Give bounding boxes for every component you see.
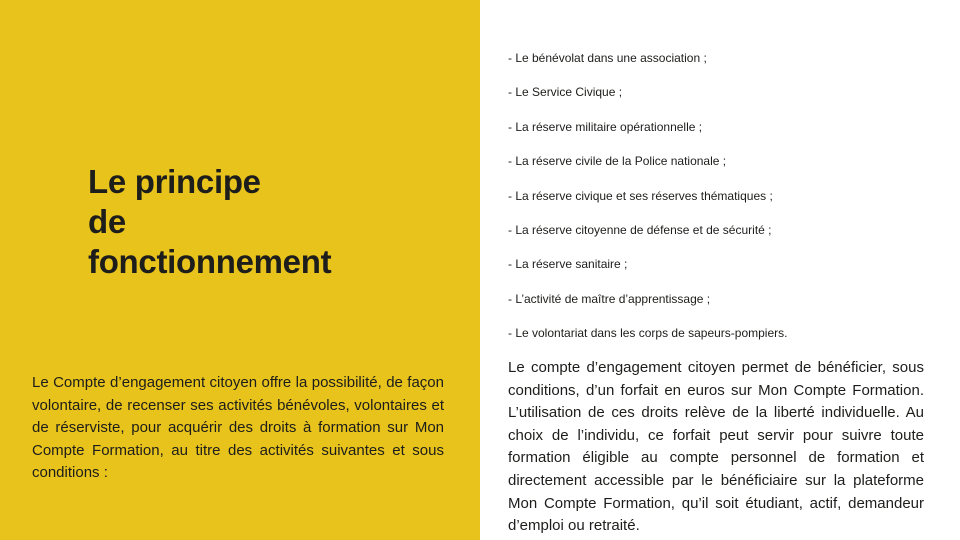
title-line: fonctionnement: [88, 243, 332, 280]
activity-item: - La réserve sanitaire ;: [508, 257, 628, 272]
body-paragraph: Le compte d’engagement citoyen permet de bénéficier, sous conditions, d’un forfait en euros sur Mon Compte Formation. L’utilisation de ces droits relève de la liberté individuelle. Au choix de l’individu, ce forfait peut servir pour suivre toute formation éligible au compte personnel de formation et directement accessible par le bénéficiaire sur la plateforme Mon Compte Formation, qu’il soit étudiant, actif, demandeur d’emploi ou retraité.: [508, 359, 924, 535]
title-line: Le principe: [88, 163, 261, 200]
activity-item: - Le volontariat dans les corps de sapeurs-pompiers.: [508, 326, 788, 341]
activity-item: - La réserve militaire opérationnelle ;: [508, 119, 703, 134]
activity-item: - Le Service Civique ;: [508, 85, 623, 100]
activity-list: [508, 48, 928, 358]
activity-item: - La réserve civique et ses réserves thématiques ;: [508, 188, 773, 203]
slide-title: [88, 162, 448, 282]
activity-item: - L’activité de maître d’apprentissage ;: [508, 291, 711, 306]
activity-item: - Le bénévolat dans une association ;: [508, 51, 707, 65]
activity-item: - La réserve citoyenne de défense et de sécurité ;: [508, 222, 772, 237]
intro-paragraph: Le Compte d’engagement citoyen offre la possibilité, de façon volontaire, de recenser ses activités bénévoles, volontaires et de réserviste, pour acquérir des droits à formation sur Mon Compte Formation, au titre des activités suivantes et sous conditions :: [32, 374, 444, 481]
activity-item: - La réserve civile de la Police nationale ;: [508, 154, 727, 169]
title-line: de: [88, 203, 126, 240]
